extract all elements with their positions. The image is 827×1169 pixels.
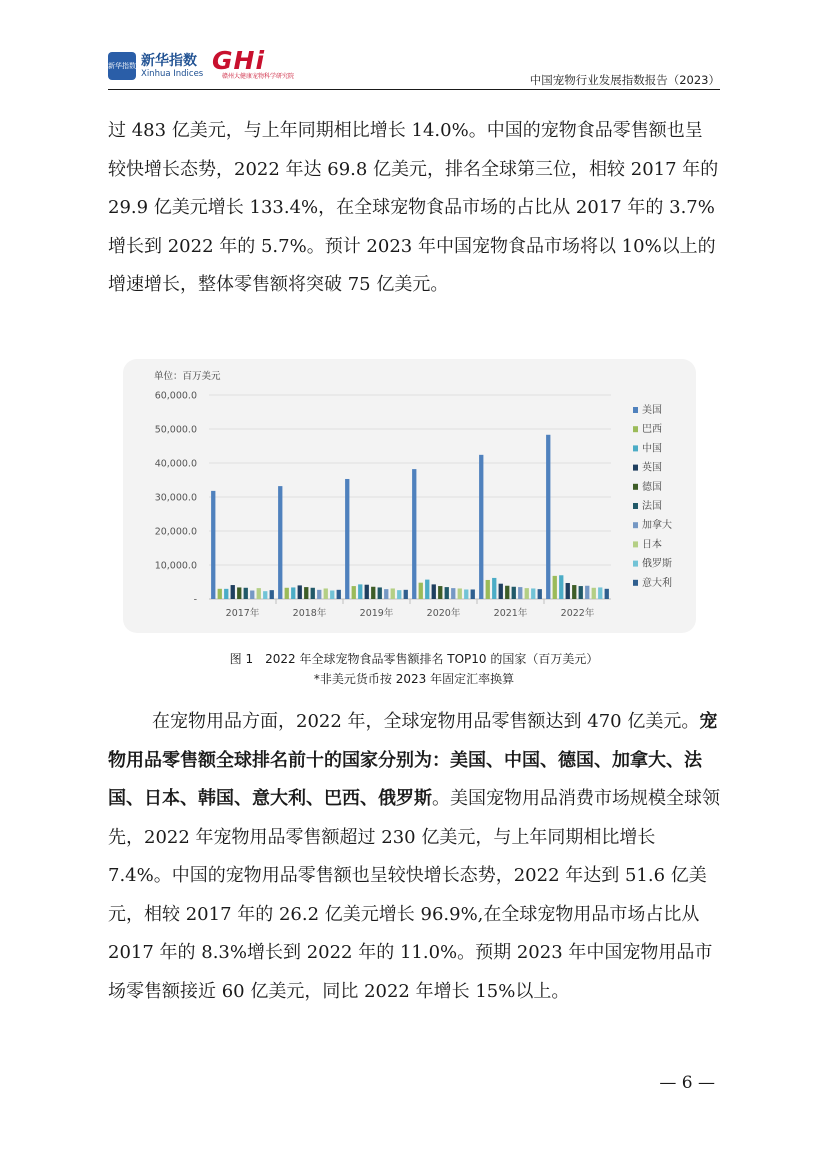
- paragraph2-intro: 在宠物用品方面，2022 年，全球宠物用品零售额达到 470 亿美元。: [152, 711, 700, 732]
- chart-svg: [123, 359, 696, 633]
- bar-俄罗斯-2020年: [464, 589, 468, 599]
- bar-日本-2022年: [592, 588, 596, 599]
- legend-swatch-巴西: [633, 426, 638, 432]
- bar-英国-2019年: [365, 585, 369, 599]
- y-tick-label: 40,000.0: [154, 458, 197, 470]
- bar-中国-2017年: [224, 589, 228, 599]
- bar-日本-2017年: [257, 588, 261, 599]
- bar-德国-2021年: [505, 586, 509, 599]
- bar-意大利-2020年: [471, 589, 475, 599]
- legend-swatch-加拿大: [633, 522, 638, 528]
- bar-中国-2020年: [425, 580, 429, 599]
- bar-日本-2020年: [458, 588, 462, 599]
- bar-德国-2020年: [438, 586, 442, 599]
- bar-法国-2018年: [311, 588, 315, 599]
- bar-巴西-2018年: [285, 588, 289, 599]
- bar-巴西-2017年: [218, 589, 222, 599]
- ghi-logo-subtitle: 赣州大健康宠物科学研究院: [222, 73, 295, 80]
- x-tick-label: 2022年: [560, 608, 595, 619]
- bar-英国-2017年: [231, 585, 235, 599]
- bar-意大利-2022年: [605, 589, 609, 599]
- legend-swatch-德国: [633, 484, 638, 490]
- legend-label-意大利: 意大利: [642, 577, 672, 589]
- bar-意大利-2017年: [270, 590, 274, 599]
- x-tick-label: 2020年: [426, 608, 461, 619]
- bar-美国-2022年: [546, 435, 550, 599]
- bar-巴西-2019年: [352, 586, 356, 599]
- bar-中国-2018年: [291, 587, 295, 599]
- legend-label-巴西: 巴西: [642, 424, 662, 436]
- legend-label-中国: 中国: [642, 443, 662, 455]
- legend-label-美国: 美国: [642, 405, 662, 416]
- bar-加拿大-2022年: [585, 586, 589, 599]
- body-paragraph-2: [108, 703, 720, 1011]
- bar-俄罗斯-2017年: [263, 591, 267, 599]
- x-tick-label: 2019年: [359, 608, 394, 619]
- bar-英国-2018年: [298, 585, 302, 599]
- bar-英国-2020年: [432, 584, 436, 599]
- bar-巴西-2020年: [419, 583, 423, 599]
- bar-俄罗斯-2022年: [598, 587, 602, 599]
- y-tick-label: -: [193, 594, 197, 606]
- bar-德国-2019年: [371, 587, 375, 599]
- bar-意大利-2021年: [538, 589, 542, 599]
- bar-美国-2021年: [479, 455, 483, 599]
- y-tick-label: 30,000.0: [154, 492, 197, 504]
- bar-法国-2020年: [445, 587, 449, 599]
- legend-swatch-美国: [633, 407, 638, 413]
- xinhua-logo-cn: 新华指数: [141, 53, 197, 69]
- legend-swatch-意大利: [633, 580, 638, 586]
- legend-swatch-日本: [633, 541, 638, 547]
- food-retail-chart: [123, 359, 696, 633]
- bar-日本-2021年: [525, 588, 529, 599]
- bar-英国-2021年: [499, 584, 503, 599]
- bar-法国-2019年: [378, 587, 382, 599]
- legend-label-加拿大: 加拿大: [642, 520, 672, 532]
- header-divider: [108, 89, 720, 90]
- bar-美国-2018年: [278, 486, 282, 599]
- bar-俄罗斯-2019年: [397, 590, 401, 599]
- y-tick-label: 20,000.0: [154, 526, 197, 538]
- bar-美国-2020年: [412, 469, 416, 599]
- y-tick-label: 10,000.0: [154, 560, 197, 572]
- legend-swatch-英国: [633, 465, 638, 471]
- bar-中国-2021年: [492, 578, 496, 599]
- xinhua-indices-logo: [108, 52, 203, 80]
- bar-巴西-2022年: [553, 576, 557, 599]
- bar-美国-2017年: [211, 491, 215, 599]
- bar-意大利-2018年: [337, 590, 341, 599]
- legend-swatch-俄罗斯: [633, 561, 638, 567]
- bar-法国-2022年: [579, 586, 583, 599]
- bar-加拿大-2017年: [250, 591, 254, 600]
- bar-中国-2019年: [358, 584, 362, 599]
- bar-俄罗斯-2018年: [330, 591, 334, 600]
- bar-德国-2018年: [304, 587, 308, 599]
- bar-德国-2022年: [572, 585, 576, 599]
- figure-note: *非美元货币按 2023 年固定汇率换算: [313, 672, 515, 686]
- x-tick-label: 2018年: [292, 608, 327, 619]
- y-tick-label: 60,000.0: [154, 390, 197, 402]
- chart-unit-label: 单位：百万美元: [154, 371, 221, 382]
- xinhua-logo-en: Xinhua Indices: [141, 69, 204, 79]
- y-tick-label: 50,000.0: [154, 424, 197, 436]
- x-tick-label: 2021年: [493, 608, 528, 619]
- bar-巴西-2021年: [486, 580, 490, 599]
- page-header: [108, 48, 720, 88]
- bar-加拿大-2021年: [518, 587, 522, 599]
- ghi-logo-letters: GHi: [212, 46, 266, 75]
- bar-中国-2022年: [559, 575, 563, 599]
- body-paragraph-1: 过 483 亿美元，与上年同期相比增长 14.0%。中国的宠物食品零售额也呈较快增长态势，2022 年达 69.8 亿美元，排名全球第三位，相较 2017 年的 29.9 亿美元增长 133.4%，在全球宠物食品市场的占比从 2017 年的 3.7%增长到 2022 年的 5.7%。预计 2023 年中国宠物食品市场将以 10%以上的增速增长，整体零售额将突破 75 亿美元。: [108, 120, 719, 295]
- paragraph2-rest: 。美国宠物用品消费市场规模全球领先，2022 年宠物用品零售额超过 230 亿美元，与上年同期相比增长 7.4%。中国的宠物用品零售额也呈较快增长态势，2022 年达到 51.6 亿美元，相较 2017 年的 26.2 亿美元增长 96.9%,在全球宠物用品市场占比从 2017 年的 8.3%增长到 2022 年的 11.0%。预期 2023 年中国宠物用品市场零售额接近 60 亿美元，同比 2022 年增长 15%以上。: [108, 788, 720, 1002]
- bar-法国-2021年: [512, 587, 516, 599]
- bar-德国-2017年: [237, 587, 241, 599]
- bar-日本-2019年: [391, 588, 395, 599]
- legend-swatch-法国: [633, 503, 638, 509]
- bar-加拿大-2020年: [451, 588, 455, 599]
- legend-label-日本: 日本: [642, 539, 662, 551]
- bar-加拿大-2018年: [317, 590, 321, 599]
- page-number: — 6 —: [659, 1073, 715, 1093]
- legend-label-英国: 英国: [642, 462, 662, 474]
- report-title: 中国宠物行业发展指数报告（2023）: [529, 73, 720, 87]
- bar-法国-2017年: [244, 588, 248, 599]
- legend-swatch-中国: [633, 445, 638, 451]
- ghi-logo: [212, 48, 312, 84]
- legend-label-法国: 法国: [642, 501, 662, 512]
- figure-caption: 图 1 2022 年全球宠物食品零售额排名 TOP10 的国家（百万美元）: [229, 652, 599, 666]
- paragraph2-bold-list: 宠物用品零售额全球排名前十的国家分别为：美国、中国、德国、加拿大、法国、日本、韩国、意大利、巴西、俄罗斯: [108, 711, 718, 809]
- bar-美国-2019年: [345, 479, 349, 599]
- xinhua-logo-mark: 新华指数: [108, 52, 136, 80]
- legend-label-俄罗斯: 俄罗斯: [642, 558, 672, 570]
- bar-意大利-2019年: [404, 590, 408, 599]
- x-tick-label: 2017年: [225, 608, 260, 619]
- legend-label-德国: 德国: [642, 481, 662, 493]
- bar-俄罗斯-2021年: [531, 588, 535, 599]
- bar-日本-2018年: [324, 588, 328, 599]
- bar-英国-2022年: [566, 583, 570, 599]
- bar-加拿大-2019年: [384, 589, 388, 599]
